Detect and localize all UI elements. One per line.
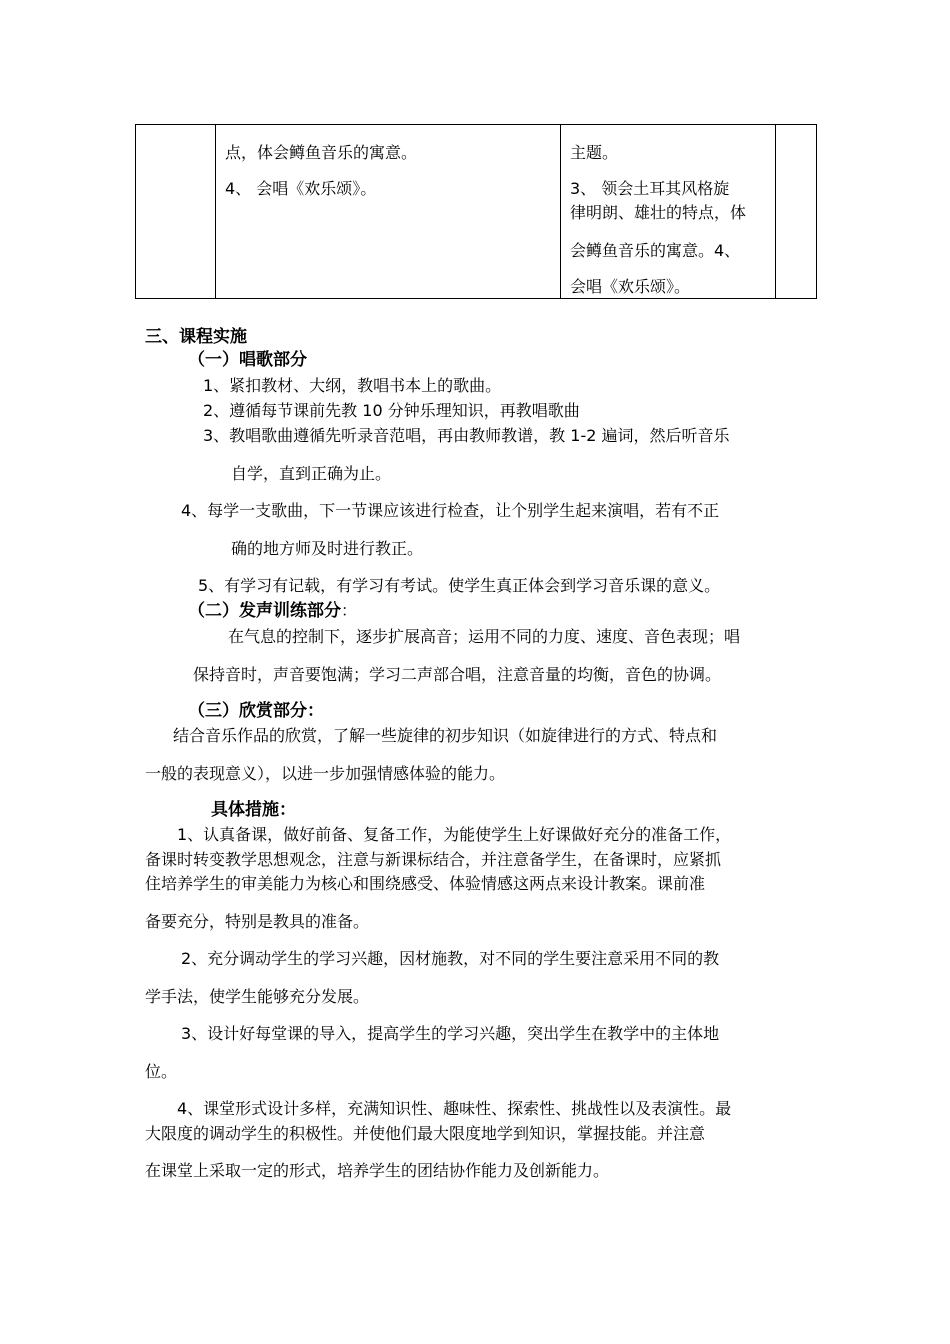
part3-text: 一般的表现意义），以进一步加强情感体验的能力。 xyxy=(145,764,506,783)
part1-item: 1、紧扣教材、大纲，教唱书本上的歌曲。 xyxy=(203,376,502,395)
cell-text: 会鳟鱼音乐的寓意。4、 xyxy=(570,241,741,260)
part2-text: 保持音时，声音要饱满；学习二声部合唱，注意音量的均衡，音色的协调。 xyxy=(193,665,722,684)
part1-item: 4、每学一支歌曲，下一节课应该进行检查，让个别学生起来演唱，若有不正 xyxy=(181,501,720,520)
table-row xyxy=(136,125,817,299)
measure-item: 4、课堂形式设计多样，充满知识性、趣味性、探索性、挑战性以及表演性。最 xyxy=(177,1099,732,1118)
section-title: 三、课程实施 xyxy=(145,327,247,347)
lesson-plan-table xyxy=(135,124,817,299)
measure-item: 2、充分调动学生的学习兴趣，因材施教，对不同的学生要注意采用不同的教 xyxy=(181,949,720,968)
table-cell-objectives-a xyxy=(216,125,561,299)
measure-item-cont: 位。 xyxy=(145,1062,178,1081)
measure-item-cont: 备要充分，特别是教具的准备。 xyxy=(145,912,370,931)
measures-heading: 具体措施： xyxy=(211,800,296,820)
cell-text: 主题。 xyxy=(570,143,619,162)
part1-item: 3、教唱歌曲遵循先听录音范唱，再由教师教谱，教 1-2 遍词，然后听音乐 xyxy=(203,426,730,445)
part1-item-cont: 确的地方师及时进行教正。 xyxy=(231,539,424,558)
part3-heading: （三）欣赏部分： xyxy=(188,701,324,721)
measure-item-cont: 大限度的调动学生的积极性。并使他们最大限度地学到知识，掌握技能。并注意 xyxy=(145,1124,706,1143)
measure-item-cont: 学手法，使学生能够充分发展。 xyxy=(145,987,370,1006)
cell-text: 会唱《欢乐颂》。 xyxy=(570,277,691,296)
part2-heading-row xyxy=(188,603,357,620)
measure-item: 1、认真备课，做好前备、复备工作，为能使学生上好课做好充分的准备工作， xyxy=(177,825,732,844)
measure-item-cont: 住培养学生的审美能力为核心和围绕感受、体验情感这两点来设计教案。课前准 xyxy=(145,874,706,893)
part1-item-cont: 自学，直到正确为止。 xyxy=(231,464,392,483)
part2-heading: （二）发声训练部分 xyxy=(188,601,341,621)
cell-text: 点，体会鳟鱼音乐的寓意。 xyxy=(225,143,418,162)
part3-text: 结合音乐作品的欣赏，了解一些旋律的初步知识（如旋律进行的方式、特点和 xyxy=(173,726,718,745)
cell-text: 4、 会唱《欢乐颂》。 xyxy=(225,179,377,198)
part1-heading: （一）唱歌部分 xyxy=(188,350,307,370)
measure-item: 3、设计好每堂课的导入，提高学生的学习兴趣，突出学生在教学中的主体地 xyxy=(181,1024,720,1043)
table-cell-objectives-b xyxy=(561,125,776,299)
table-cell-empty-left xyxy=(136,125,216,299)
cell-text: 律明朗、雄壮的特点，体 xyxy=(570,203,747,222)
cell-text: 3、 领会土耳其风格旋 xyxy=(570,179,730,198)
table-cell-empty-right xyxy=(776,125,817,299)
part1-item: 5、有学习有记载，有学习有考试。使学生真正体会到学习音乐课的意义。 xyxy=(198,576,721,595)
measure-item-cont: 在课堂上采取一定的形式，培养学生的团结协作能力及创新能力。 xyxy=(145,1161,610,1180)
measure-item-cont: 备课时转变教学思想观念，注意与新课标结合，并注意备学生，在备课时，应紧抓 xyxy=(145,850,722,869)
part2-heading-colon: ： xyxy=(341,601,358,620)
part2-text: 在气息的控制下，逐步扩展高音；运用不同的力度、速度、音色表现；唱 xyxy=(228,627,741,646)
part1-item: 2、遵循每节课前先教 10 分钟乐理知识，再教唱歌曲 xyxy=(203,401,580,420)
